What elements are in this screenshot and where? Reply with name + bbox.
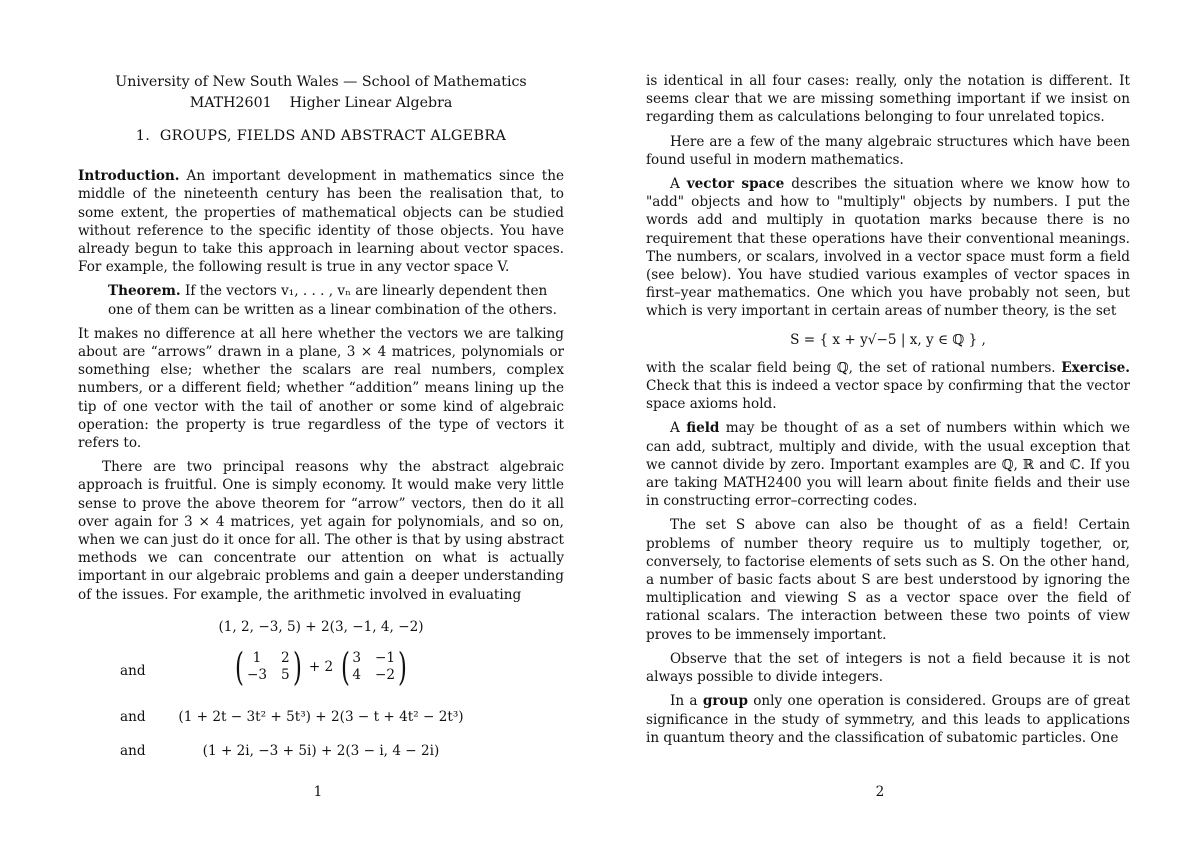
header-university: University of New South Wales — School of Mathematics [115,74,527,90]
paragraph-6: The set S above can also be thought of as a field! Certain problems of number theory require us to multiply together, or, conversely, to factorise elements of sets such as S. On the other hand, a number of basic facts about S are best understood by ignoring the multiplication and viewing S as a vector space over the field of rational scalars. The interaction between these two points of view proves to be immensely important. [646,517,1130,643]
paragraph-vector-space: A vector space describes the situation where we know how to "add" objects and how to "multiply" objects by numbers. I put the words add and multiply in quotation marks because there is no requirement that these operations have their conventional meanings. The numbers, or scalars, involved in a vector space must form a field (see below). You have studied various examples of vector spaces in first–year mathematics. One which you have probably not seen, but which is very important in certain areas of number theory, is the set [646,176,1131,320]
intro-label: Introduction. [78,168,180,185]
paragraph-2: It makes no difference at all here whether the vectors we are talking about are “arrows” drawn in a plane, 3 × 4 matrices, polynomials or something else; whether the scalars are real numbers, complex numbers, or a different field; whether “addition” means lining up the tip of one vector with the tail of another or some kind of algebraic operation: the property is true regardless of the type of vectors it refers to. [78,325,564,452]
matrix-plus: + 2 [308,658,334,675]
page-number: 1 [313,784,323,800]
equation-4-expr: (1 + 2i, −3 + 5i) + 2(3 − i, 4 − 2i) [202,742,440,759]
paragraph-7: Observe that the set of integers is not a field because it is not always possible to divide integers. [646,650,1130,686]
paragraph-exercise: with the scalar field being ℚ, the set of rational numbers. Exercise. Check that this is indeed a vector space by confirming that the vector space axioms hold. [646,359,1130,413]
intro-text: An important development in mathematics since the middle of the nineteenth century has been the realisation that, to some extent, the properties of mathematical objects can be studied without reference to the specific identity of those objects. You have already begun to take this approach in learning about vector spaces. For example, the following result is true in any vector space V. [78,168,564,276]
matrix-b-cell: 4 [352,666,361,683]
matrix-a: ( 1 2 −3 5 ) [235,644,302,689]
equation-2 [78,644,564,692]
page-1-column [78,72,564,766]
and-label: and [120,742,146,759]
matrix-a-cell: 2 [281,649,290,666]
paragraph-1: is identical in all four cases: really, only the notation is different. It seems clear that we are missing something important if we insist on regarding them as calculations belonging to four unrelated topics. [646,73,1130,126]
matrix-b-cell: 3 [352,649,361,666]
equation-3 [78,708,564,732]
term-vector-space: vector space [686,176,785,193]
theorem [108,282,564,318]
paragraph-2: Here are a few of the many algebraic structures which have been found useful in modern mathematics. [646,133,1130,168]
matrix-b-cell: −2 [375,666,396,683]
section-title: 1. GROUPS, FIELDS AND ABSTRACT ALGEBRA [135,128,507,144]
matrix-a-cell: 1 [252,649,262,666]
matrix-a-cell: 5 [281,666,290,683]
page-2 [600,0,1160,848]
paragraph-field: A field may be thought of as a set of numbers within which we can add, subtract, multiply and divide, with the usual exception that we cannot divide by zero. Important examples are ℚ, ℝ and ℂ. If you are taking MATH2400 you will learn about finite fields and their use in constructing error–correcting codes. [646,420,1130,510]
theorem-text: If the vectors v₁, . . . , vₙ are linearly dependent then one of them can be written as a linear combination of the others. [108,283,557,318]
equation-1-expr: (1, 2, −3, 5) + 2(3, −1, 4, −2) [218,618,424,635]
page-2-column [646,72,1130,747]
matrix-a-cell: −3 [246,666,267,683]
page-1 [0,0,564,848]
equation-4 [78,742,564,766]
and-label: and [120,662,146,679]
and-label: and [120,708,146,725]
equation-2-expr [78,644,564,689]
term-field: field [686,420,720,437]
paragraph-3: There are two principal reasons why the abstract algebraic approach is fruitful. One is simply economy. It would make very little sense to prove the above theorem for “arrow” vectors, then do it all over again for 3 × 4 matrices, yet again for polynomials, and so on, when we can just do it once for all. The other is that by using abstract methods we can concentrate our attention on what is actually important in our algebraic problems and gain a deeper understanding of the issues. For example, the arithmetic involved in evaluating [78,459,564,603]
term-exercise: Exercise. [1061,359,1130,376]
header-course: MATH2601 Higher Linear Algebra [189,94,453,111]
theorem-label: Theorem. [108,283,181,300]
page-number: 2 [875,784,885,800]
equation-1 [78,618,564,642]
set-equation: S = { x + y√−5 | x, y ∈ ℚ } , [790,331,986,348]
equation-3-expr: (1 + 2t − 3t² + 5t³) + 2(3 − t + 4t² − 2t³) [178,708,464,725]
term-group: group [702,693,748,710]
matrix-b: ( 3 −1 4 −2 ) [340,644,407,689]
matrix-b-cell: −1 [375,649,396,666]
paragraph-group: In a group only one operation is considered. Groups are of great significance in the study of symmetry, and this leads to applications in quantum theory and the classification of subatomic particles. One [646,693,1130,746]
intro-paragraph [78,167,564,276]
